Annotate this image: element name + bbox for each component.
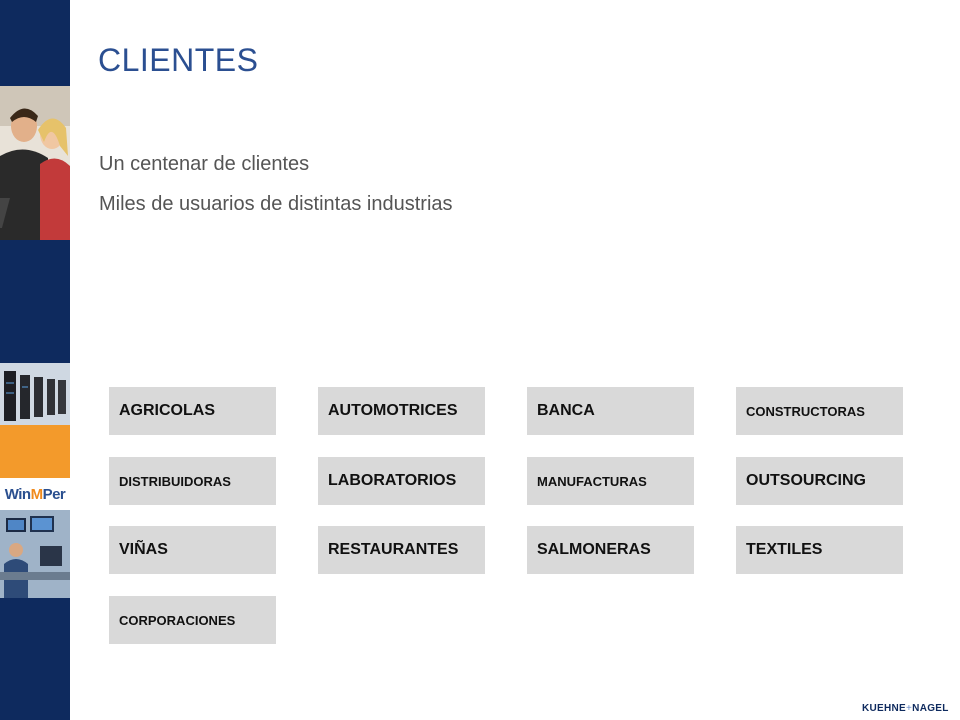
subtitle-line-1: Un centenar de clientes [99, 153, 310, 175]
industry-tile-banca: BANCA [527, 387, 694, 435]
industry-tile-vinas: VIÑAS [109, 526, 276, 574]
industry-tile-distribuidoras: DISTRIBUIDORAS [109, 457, 276, 505]
industry-tile-laboratorios: LABORATORIOS [318, 457, 485, 505]
industry-tile-agricolas: AGRICOLAS [109, 387, 276, 435]
people-laptop-photo [0, 86, 70, 240]
industry-tile-outsourcing: OUTSOURCING [736, 457, 903, 505]
industry-tile-textiles: TEXTILES [736, 526, 903, 574]
industry-tile-restaurantes: RESTAURANTES [318, 526, 485, 574]
industry-tile-salmoneras: SALMONERAS [527, 526, 694, 574]
industry-tile-constructoras: CONSTRUCTORAS [736, 387, 903, 435]
page-title: CLIENTES [98, 42, 259, 78]
kuehne-nagel-logo: KUEHNE+NAGEL [862, 703, 949, 714]
server-room-photo [0, 363, 70, 425]
control-room-photo [0, 510, 70, 598]
industry-tile-corporaciones: CORPORACIONES [109, 596, 276, 644]
winper-logo: Win M Per [0, 478, 70, 510]
industry-tile-manufacturas: MANUFACTURAS [527, 457, 694, 505]
subtitle-line-2: Miles de usuarios de distintas industrias [99, 193, 453, 215]
industry-tile-automotrices: AUTOMOTRICES [318, 387, 485, 435]
orange-accent-block [0, 425, 70, 478]
